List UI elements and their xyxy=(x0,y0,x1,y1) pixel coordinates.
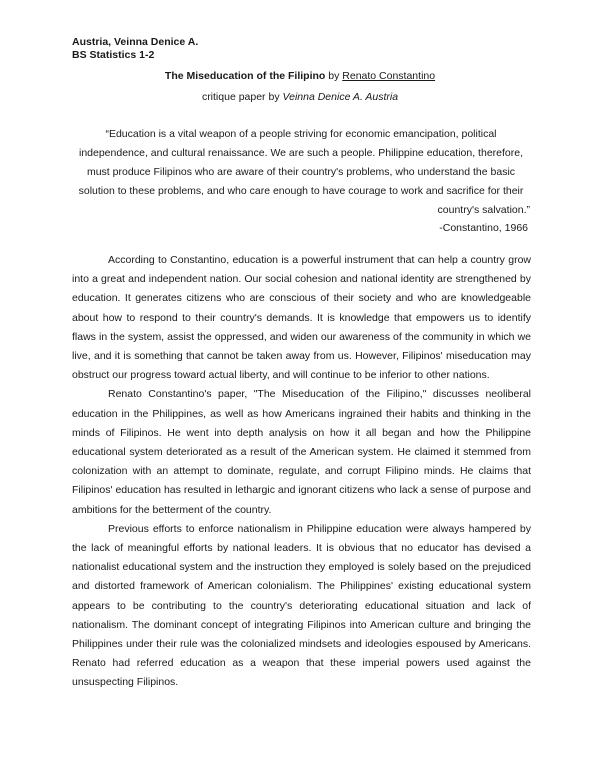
critique-writer: Veinna Denice A. Austria xyxy=(282,91,399,103)
paragraph-2: Renato Constantino's paper, "The Miseducation of the Filipino," discusses neoliberal education in the Philippines, as well as how Americans ingrained their habits and thinking in the minds of Filipinos. He went into depth analysis on how it all began and how the Philippine educational system deteriorated as a result of the American system. He claimed it stemmed from colonization with an attempt to dominate, regulate, and corrupt Filipino minds. He claims that Filipinos' education has resulted in lethargic and ignorant citizens who lack a sense of purpose and ambitions for the betterment of the country. xyxy=(72,388,531,516)
subtitle-prefix: critique paper by xyxy=(201,91,280,103)
paragraph-1: According to Constantino, education is a powerful instrument that can help a country grow into a great and independent nation. Our social cohesion and national identity are strengthened by education. It generates citizens who are conscious of their society and who are knowledgeable about how to respond to their country's demands. It is knowledge that empowers us to identify flaws in the system, assist the oppressed, and widen our awareness of the community in which we live, and it is something that cannot be taken away from us. However, Filipinos' miseducation may obstruct our progress toward actual liberty, and will continue to be inferior to other nations. xyxy=(72,254,531,382)
paragraph-3: Previous efforts to enforce nationalism in Philippine education were always hampered by the lack of meaningful efforts by national leaders. It is obvious that no educator has devised a nationalist educational system and the instruction they employed is solely based on the prejudiced and distorted framework of American colonialism. The Philippines' existing educational system appears to be contributing to the country's deteriorating educational situation and lack of nationalism. The dominant concept of integrating Filipinos into American culture and bringing the Philippines under their rule was the colonialized mindsets and ideologies espoused by Americans. Renato had referred education as a weapon that these imperial powers used against the unsuspecting Filipinos. xyxy=(72,522,531,689)
quote-text: “Education is a vital weapon of a people striving for economic emancipation, political independence, and cultural renaissance. We are such a people. Philippine education, therefore, must produce Filipinos who are aware of their country's problems, who understand the basic solution to these problems, and who care enough to have courage to work and sacrifice for their xyxy=(78,128,524,197)
body-text xyxy=(72,251,531,693)
epigraph-quote xyxy=(72,125,530,220)
quote-attribution: -Constantino, 1966 xyxy=(439,222,528,234)
document-title xyxy=(0,69,600,83)
course-section: BS Statistics 1-2 xyxy=(72,49,155,61)
book-author-link[interactable]: Renato Constantino xyxy=(342,70,436,82)
author-name: Austria, Veinna Denice A. xyxy=(72,36,199,48)
title-by: by xyxy=(328,70,340,82)
author-header xyxy=(72,36,198,62)
document-subtitle xyxy=(0,90,600,104)
book-title: The Miseducation of the Filipino xyxy=(164,70,326,82)
quote-last-line: country's salvation.” xyxy=(437,204,530,216)
